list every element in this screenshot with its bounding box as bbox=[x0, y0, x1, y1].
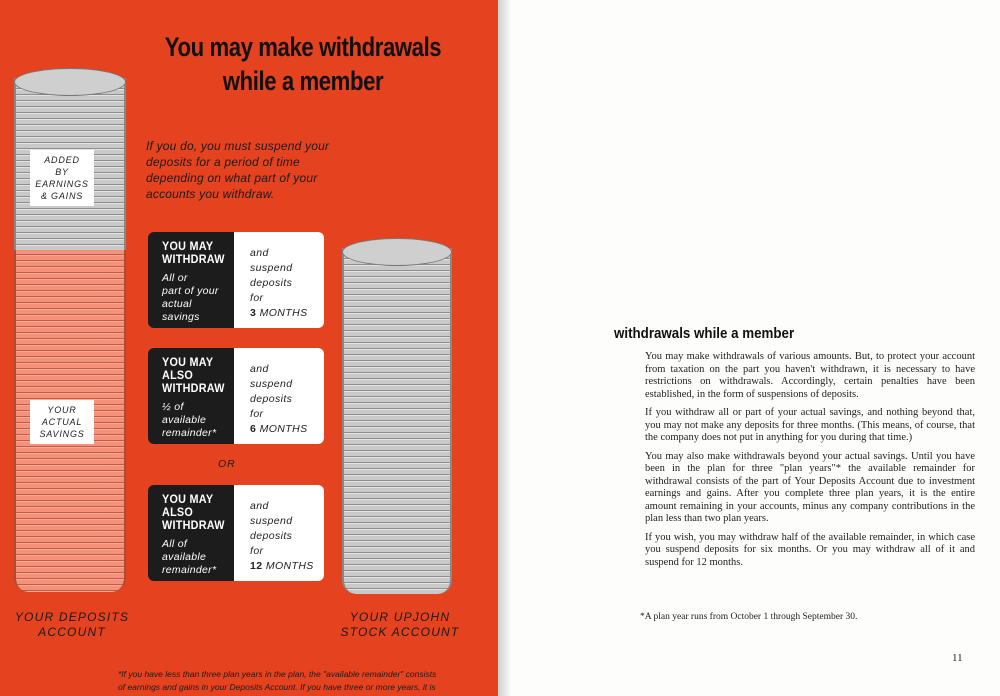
left-page bbox=[0, 0, 498, 696]
page-title bbox=[151, 30, 454, 98]
withdraw-option-1 bbox=[148, 232, 324, 328]
actual-savings-label: YOUR ACTUAL SAVINGS bbox=[30, 400, 94, 444]
or-separator: OR bbox=[218, 458, 236, 470]
book-gutter bbox=[498, 0, 512, 696]
option-1-suspend-box: and suspend deposits for 3 MONTHS bbox=[234, 232, 324, 328]
stock-account-coin-stack bbox=[342, 238, 452, 594]
withdraw-option-3 bbox=[148, 485, 324, 581]
page-number: 11 bbox=[952, 652, 963, 664]
left-footnote: *If you have less than three plan years in the plan, the "available remainder" consists of earnings and gains in your Deposits Account. If you have three or more years, it is bbox=[118, 669, 437, 692]
paragraph: You may also make withdrawals beyond your actual savings. Until you have been in the plan for three "plan years"* the available remainder for withdrawal consists of the part of Your Deposits Account due to investment earnings and gains. After you complete three plan years, it is the entire amount remaining in your accounts, minus any company contributions in the plan less than two plan years. bbox=[645, 450, 975, 524]
added-by-earnings-label: ADDED BY EARNINGS & GAINS bbox=[30, 150, 94, 206]
paragraph: If you wish, you may withdraw half of the available remainder, in which case you suspend deposits for six months. Or you may withdraw all of it and suspend for 12 months. bbox=[645, 531, 975, 568]
right-page bbox=[512, 0, 1000, 696]
paragraph: If you withdraw all or part of your actual savings, and nothing beyond that, you may not make any deposits for three months. (This means, of course, that the company does not put in anything for you during that time.) bbox=[645, 407, 975, 443]
deposits-account-coin-stack bbox=[14, 68, 126, 592]
stock-coins bbox=[342, 248, 452, 594]
intro-text: If you do, you must suspend your deposits for a period of time depending on what part of your accounts you withdraw. bbox=[146, 139, 330, 201]
coin-top-icon bbox=[14, 68, 126, 96]
option-3-dark-box: YOU MAY ALSO WITHDRAW All of available remainder* bbox=[148, 485, 234, 581]
stock-account-caption: YOUR UPJOHN STOCK ACCOUNT bbox=[340, 610, 460, 639]
coin-top-icon bbox=[342, 238, 452, 266]
option-2-dark-box: YOU MAY ALSO WITHDRAW ½ of available remainder* bbox=[148, 348, 234, 444]
section-heading: withdrawals while a member bbox=[614, 326, 795, 342]
right-footnote: *A plan year runs from October 1 through September 30. bbox=[640, 612, 858, 622]
deposits-account-caption: YOUR DEPOSITS ACCOUNT bbox=[14, 610, 130, 639]
option-1-dark-box: YOU MAY WITHDRAW All or part of your actual savings bbox=[148, 232, 234, 328]
option-3-suspend-box: and suspend deposits for 12 MONTHS bbox=[234, 485, 324, 581]
withdraw-option-2 bbox=[148, 348, 324, 444]
body-text bbox=[645, 351, 975, 575]
option-2-suspend-box: and suspend deposits for 6 MONTHS bbox=[234, 348, 324, 444]
paragraph: You may make withdrawals of various amounts. But, to protect your account from taxation on the part you haven't withdrawn, it is necessary to have restrictions on withdrawals. Accordingly, certain penalties have been established, in the form of suspensions of deposits. bbox=[645, 351, 975, 400]
title-line-2: while a member bbox=[222, 66, 384, 96]
title-line-1: You may make withdrawals bbox=[164, 32, 442, 62]
